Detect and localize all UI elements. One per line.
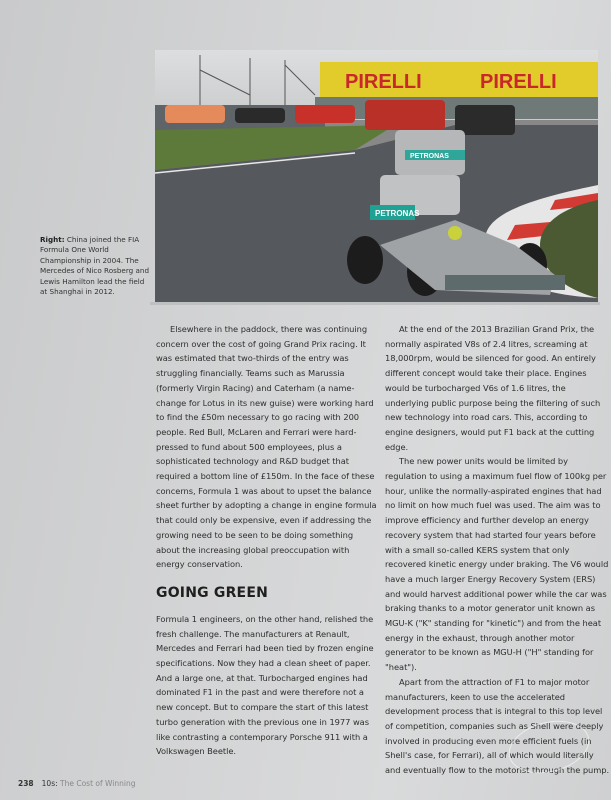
caption-label: Right: [40,235,65,244]
left-paragraph-1: Elsewhere in the paddock, there was continuing concern over the cost of going Grand Prix racing. It was estimated that two-thirds of the entry was struggling financially. Teams such as Marussia (formerly Virgin Racing) and Caterham (a name-change for Lotus in its new guise) were working hard to find the £50m necessary to go racing with 200 people. Red Bull, McLaren and Ferrari were hard-pressed to fund about 500 employees, plus a sophisticated technology and R&D budget that required a bottom line of £150m. In the face of these concerns, Formula 1 was about to upset the balance sheet further by adopting a change in engine formula that could only be expensive, even if addressing the growing need to be seen to be doing something about the increasing global preoccupation with energy conservation. [156,324,377,570]
race-photo [155,50,598,302]
banner-text-2: PIRELLI [480,71,557,93]
page-number: 238 [18,779,34,788]
livery-text-1: PETRONAS [410,153,449,160]
section-heading: GOING GREEN [156,584,268,601]
right-paragraph-3: Apart from the attraction of F1 to major motor manufacturers, keen to use the accelerated development process that is integral to this top level of competition, companies such as Shell were deeply involved in producing even more efficient fuels (in Shell's case, for Ferrari), all of which would literally and eventually flow to the motorist through the pump. [385,676,610,776]
right-paragraph-2: The new power units would be limited by regulation to using a maximum fuel flow of 100kg per hour, unlike the normally-aspirated engines that had no limit on how much fuel was used. The aim was to improve efficiency and further develop an energy recovery system that had started four years before with a small so-called KERS system that only recovered kinetic energy under braking. The V6 would have a much larger Energy Recovery System (ERS) and would harvest additional power while the car was braking thanks to a motor generator unit known as MGU-K ("K" standing for "kinetic") and from the heat energy in the exhaust, through another motor generator to be known as MGU-H ("H" standing for "heat"). [385,456,609,673]
footer-chapter-title: The Cost of Winning [57,779,136,788]
page-footer [18,779,135,788]
left-column [156,322,378,759]
photo-caption [40,235,152,297]
race-photo-illustration [155,50,598,302]
left-paragraph-2: Formula 1 engineers, on the other hand, relished the fresh challenge. The manufacturers at Renault, Mercedes and Ferrari had been tied by frozen engine specifications. Now they had a clean sheet of paper. And a large one, at that. Turbocharged engines had dominated F1 in the past and were therefore not a new concept. But to compare the start of this latest turbo generation with the previous one in 1977 was like contrasting a contemporary Porsche 911 with a Volkswagen Beetle. [156,613,374,757]
footer-section: 10s: [41,779,58,788]
banner-text-1: PIRELLI [345,71,422,93]
right-column [385,322,611,778]
photo-shadow [150,302,600,305]
right-paragraph-1: At the end of the 2013 Brazilian Grand Prix, the normally aspirated V8s of 2.4 litres, screaming at 18,000rpm, would be silenced for good. An entirely different concept would take their place. Engines would be turbocharged V6s of 1.6 litres, the underlying public purpose being the filtering of such new technology into road cars. This, according to engine designers, would put F1 back at the cutting edge. [385,324,601,452]
caption-text: China joined the FIA Formula One World Championship in 2004. The Mercedes of Nico Rosberg and Lewis Hamilton lead the field at Shanghai in 2012. [40,235,150,297]
livery-text-2: PETRONAS [375,209,420,218]
